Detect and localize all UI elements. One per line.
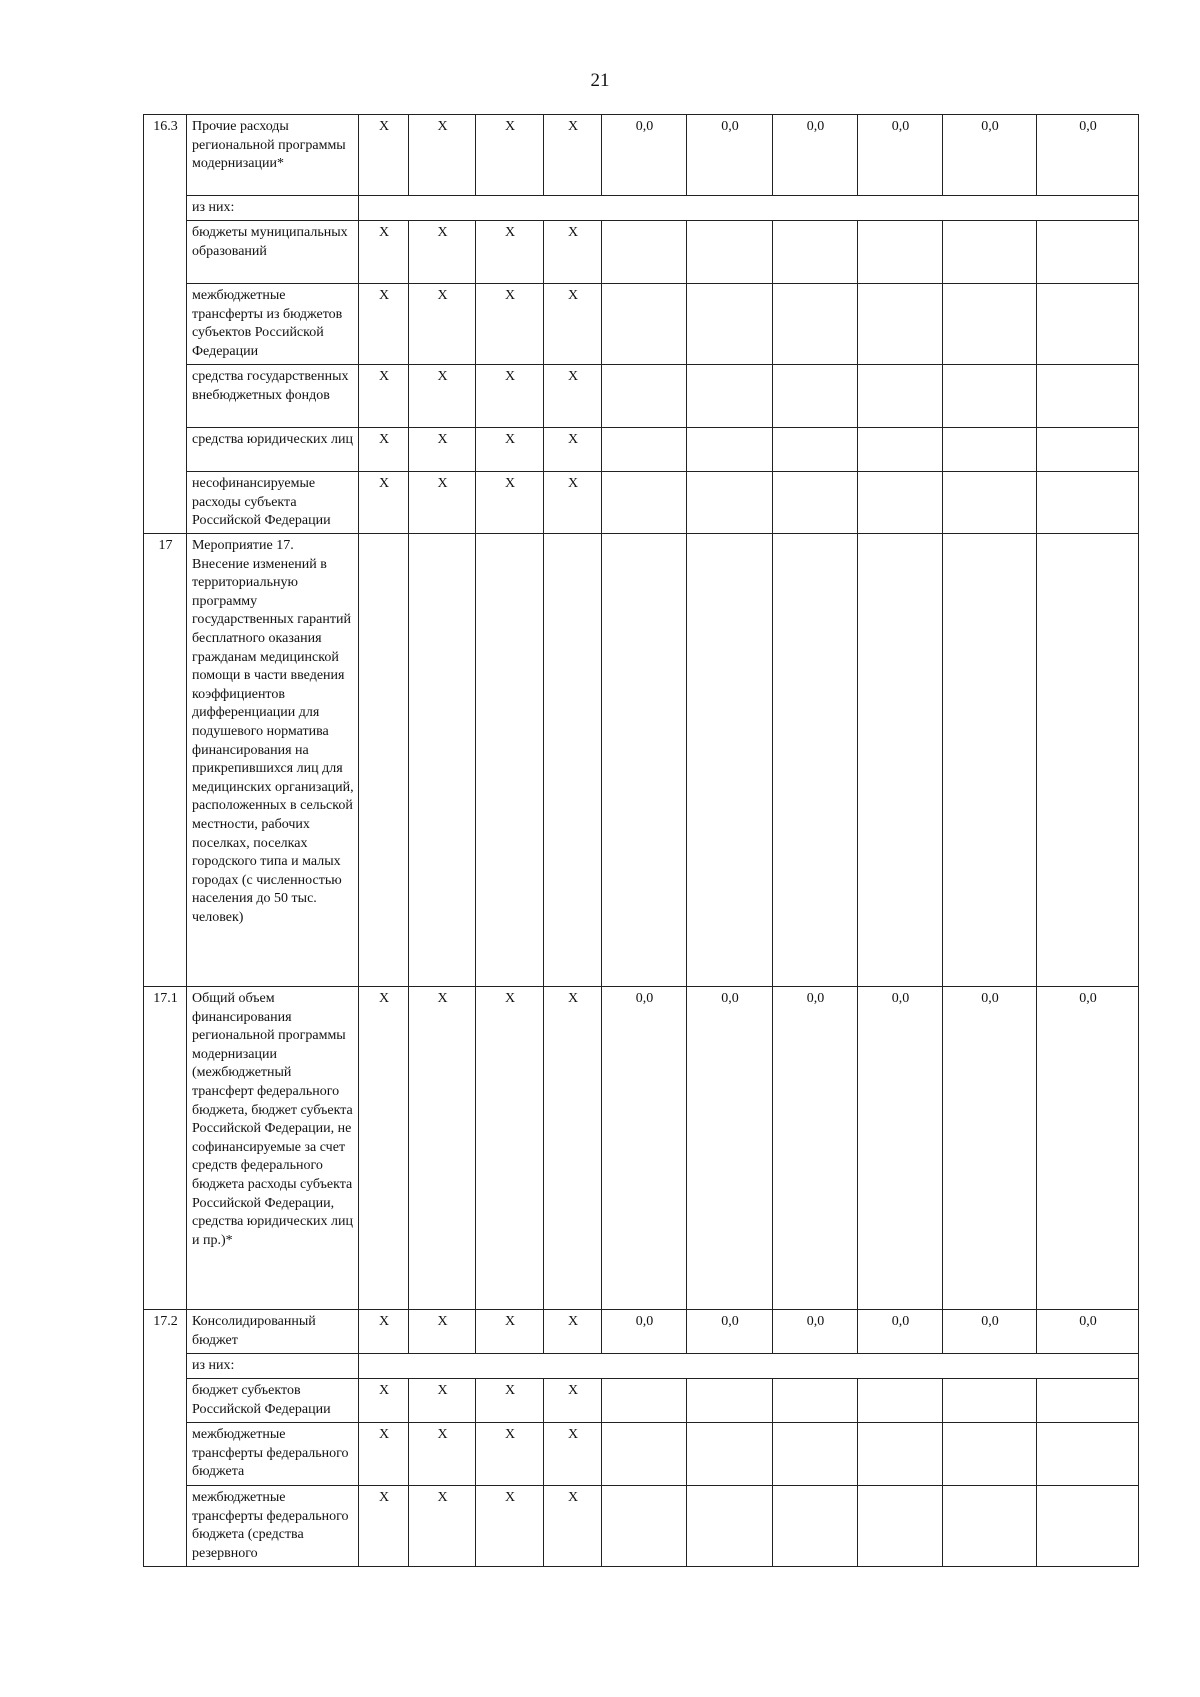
value-cell xyxy=(773,534,858,987)
value-cell xyxy=(602,365,687,428)
merged-empty-cell xyxy=(359,196,1139,221)
value-cell: 0,0 xyxy=(773,115,858,196)
x-mark-cell: X xyxy=(359,1423,409,1486)
row-label-cell: из них: xyxy=(187,196,359,221)
merged-empty-cell xyxy=(359,1354,1139,1379)
value-cell: 0,0 xyxy=(773,987,858,1310)
row-label-cell: несофинансируемые расходы субъекта Российской Федерации xyxy=(187,472,359,534)
x-mark-cell: X xyxy=(476,221,544,284)
x-mark-cell: X xyxy=(409,1423,476,1486)
value-cell xyxy=(858,534,943,987)
value-cell: 0,0 xyxy=(1037,1310,1139,1354)
x-mark-cell: X xyxy=(409,987,476,1310)
x-mark-cell: X xyxy=(544,1486,602,1567)
value-cell: 0,0 xyxy=(858,1310,943,1354)
row-number-cell: 17 xyxy=(144,534,187,987)
value-cell xyxy=(943,1423,1037,1486)
x-mark-cell: X xyxy=(544,1310,602,1354)
value-cell: 0,0 xyxy=(1037,987,1139,1310)
value-cell xyxy=(858,365,943,428)
value-cell xyxy=(858,1486,943,1567)
value-cell xyxy=(943,1379,1037,1423)
value-cell xyxy=(602,284,687,365)
value-cell xyxy=(602,1423,687,1486)
value-cell: 0,0 xyxy=(602,1310,687,1354)
value-cell xyxy=(1037,1423,1139,1486)
x-mark-cell: X xyxy=(359,1310,409,1354)
table-row xyxy=(144,428,1139,472)
value-cell: 0,0 xyxy=(687,987,773,1310)
value-cell xyxy=(773,472,858,534)
value-cell: 0,0 xyxy=(1037,115,1139,196)
table-row xyxy=(144,221,1139,284)
value-cell xyxy=(943,284,1037,365)
value-cell xyxy=(773,221,858,284)
x-mark-cell: X xyxy=(359,365,409,428)
value-cell xyxy=(687,221,773,284)
x-mark-cell: X xyxy=(359,221,409,284)
value-cell xyxy=(1037,365,1139,428)
x-mark-cell: X xyxy=(409,428,476,472)
row-label-cell: Мероприятие 17. Внесение изменений в территориальную программу государственных гарантий бесплатного оказания гражданам медицинской помощи в части введения коэффициентов дифференциации для подушевого норматива финансирования на прикрепившихся лиц для медицинских организаций, расположенных в сельской местности, рабочих поселках, поселках городского типа и малых городах (с численностью населения до 50 тыс. человек) xyxy=(187,534,359,987)
value-cell: 0,0 xyxy=(602,115,687,196)
value-cell xyxy=(1037,284,1139,365)
x-mark-cell: X xyxy=(544,428,602,472)
row-label-cell: средства государственных внебюджетных фондов xyxy=(187,365,359,428)
row-label-cell: межбюджетные трансферты федерального бюджета xyxy=(187,1423,359,1486)
value-cell xyxy=(773,365,858,428)
table-row xyxy=(144,365,1139,428)
row-label-cell: Прочие расходы региональной программы модернизации* xyxy=(187,115,359,196)
x-mark-cell: X xyxy=(359,1379,409,1423)
value-cell xyxy=(943,534,1037,987)
value-cell xyxy=(858,428,943,472)
x-mark-cell: X xyxy=(359,284,409,365)
table-row xyxy=(144,196,1139,221)
x-mark-cell: X xyxy=(359,472,409,534)
table-row xyxy=(144,1423,1139,1486)
value-cell: 0,0 xyxy=(943,1310,1037,1354)
row-label-cell: из них: xyxy=(187,1354,359,1379)
x-mark-cell xyxy=(359,534,409,987)
value-cell: 0,0 xyxy=(858,987,943,1310)
x-mark-cell: X xyxy=(476,987,544,1310)
value-cell xyxy=(1037,428,1139,472)
x-mark-cell xyxy=(409,534,476,987)
x-mark-cell: X xyxy=(476,365,544,428)
x-mark-cell xyxy=(476,534,544,987)
table-row xyxy=(144,1486,1139,1567)
x-mark-cell: X xyxy=(476,115,544,196)
x-mark-cell: X xyxy=(544,221,602,284)
value-cell xyxy=(858,221,943,284)
x-mark-cell: X xyxy=(544,472,602,534)
budget-table xyxy=(143,114,1139,1567)
page-number: 21 xyxy=(590,70,610,91)
table-row xyxy=(144,1310,1139,1354)
x-mark-cell xyxy=(544,534,602,987)
value-cell xyxy=(858,284,943,365)
x-mark-cell: X xyxy=(476,472,544,534)
value-cell xyxy=(687,1486,773,1567)
x-mark-cell: X xyxy=(359,115,409,196)
value-cell xyxy=(687,1423,773,1486)
x-mark-cell: X xyxy=(409,1486,476,1567)
x-mark-cell: X xyxy=(409,472,476,534)
x-mark-cell: X xyxy=(359,1486,409,1567)
x-mark-cell: X xyxy=(544,1423,602,1486)
value-cell xyxy=(602,221,687,284)
value-cell xyxy=(858,1423,943,1486)
row-label-cell: межбюджетные трансферты из бюджетов субъектов Российской Федерации xyxy=(187,284,359,365)
value-cell xyxy=(773,1423,858,1486)
value-cell xyxy=(773,284,858,365)
x-mark-cell: X xyxy=(409,1379,476,1423)
table-row xyxy=(144,987,1139,1310)
value-cell xyxy=(773,1379,858,1423)
value-cell xyxy=(1037,1486,1139,1567)
row-number-cell: 17.2 xyxy=(144,1310,187,1567)
value-cell xyxy=(602,1379,687,1423)
value-cell xyxy=(602,472,687,534)
value-cell xyxy=(687,365,773,428)
value-cell xyxy=(687,472,773,534)
table-row xyxy=(144,1354,1139,1379)
x-mark-cell: X xyxy=(409,365,476,428)
x-mark-cell: X xyxy=(409,115,476,196)
x-mark-cell: X xyxy=(476,1423,544,1486)
x-mark-cell: X xyxy=(544,987,602,1310)
value-cell xyxy=(943,472,1037,534)
row-label-cell: Общий объем финансирования региональной программы модернизации (межбюджетный трансферт федерального бюджета, бюджет субъекта Российской Федерации, не софинансируемые за счет средств федерального бюджета расходы субъекта Российской Федерации, средства юридических лиц и пр.)* xyxy=(187,987,359,1310)
value-cell xyxy=(687,534,773,987)
x-mark-cell: X xyxy=(409,221,476,284)
x-mark-cell: X xyxy=(359,987,409,1310)
table-row xyxy=(144,284,1139,365)
value-cell xyxy=(1037,221,1139,284)
x-mark-cell: X xyxy=(544,365,602,428)
value-cell: 0,0 xyxy=(773,1310,858,1354)
value-cell xyxy=(773,428,858,472)
value-cell: 0,0 xyxy=(943,987,1037,1310)
row-label-cell: Консолидированный бюджет xyxy=(187,1310,359,1354)
table-row xyxy=(144,1379,1139,1423)
value-cell xyxy=(1037,534,1139,987)
value-cell xyxy=(602,428,687,472)
value-cell xyxy=(687,1379,773,1423)
value-cell: 0,0 xyxy=(602,987,687,1310)
x-mark-cell: X xyxy=(544,1379,602,1423)
x-mark-cell: X xyxy=(359,428,409,472)
value-cell: 0,0 xyxy=(943,115,1037,196)
x-mark-cell: X xyxy=(409,284,476,365)
x-mark-cell: X xyxy=(476,428,544,472)
value-cell xyxy=(602,534,687,987)
value-cell: 0,0 xyxy=(687,1310,773,1354)
value-cell xyxy=(943,365,1037,428)
x-mark-cell: X xyxy=(544,284,602,365)
value-cell xyxy=(858,472,943,534)
value-cell xyxy=(1037,1379,1139,1423)
value-cell xyxy=(943,221,1037,284)
row-number-cell: 17.1 xyxy=(144,987,187,1310)
row-label-cell: межбюджетные трансферты федерального бюджета (средства резервного xyxy=(187,1486,359,1567)
value-cell xyxy=(687,284,773,365)
x-mark-cell: X xyxy=(476,1379,544,1423)
value-cell: 0,0 xyxy=(687,115,773,196)
value-cell xyxy=(773,1486,858,1567)
row-label-cell: бюджет субъектов Российской Федерации xyxy=(187,1379,359,1423)
row-label-cell: бюджеты муниципальных образований xyxy=(187,221,359,284)
value-cell xyxy=(943,428,1037,472)
x-mark-cell: X xyxy=(544,115,602,196)
value-cell xyxy=(1037,472,1139,534)
table-row xyxy=(144,115,1139,196)
table-row xyxy=(144,534,1139,987)
value-cell: 0,0 xyxy=(858,115,943,196)
x-mark-cell: X xyxy=(476,284,544,365)
value-cell xyxy=(687,428,773,472)
value-cell xyxy=(858,1379,943,1423)
value-cell xyxy=(943,1486,1037,1567)
x-mark-cell: X xyxy=(409,1310,476,1354)
row-label-cell: средства юридических лиц xyxy=(187,428,359,472)
value-cell xyxy=(602,1486,687,1567)
x-mark-cell: X xyxy=(476,1310,544,1354)
table-row xyxy=(144,472,1139,534)
row-number-cell: 16.3 xyxy=(144,115,187,534)
x-mark-cell: X xyxy=(476,1486,544,1567)
